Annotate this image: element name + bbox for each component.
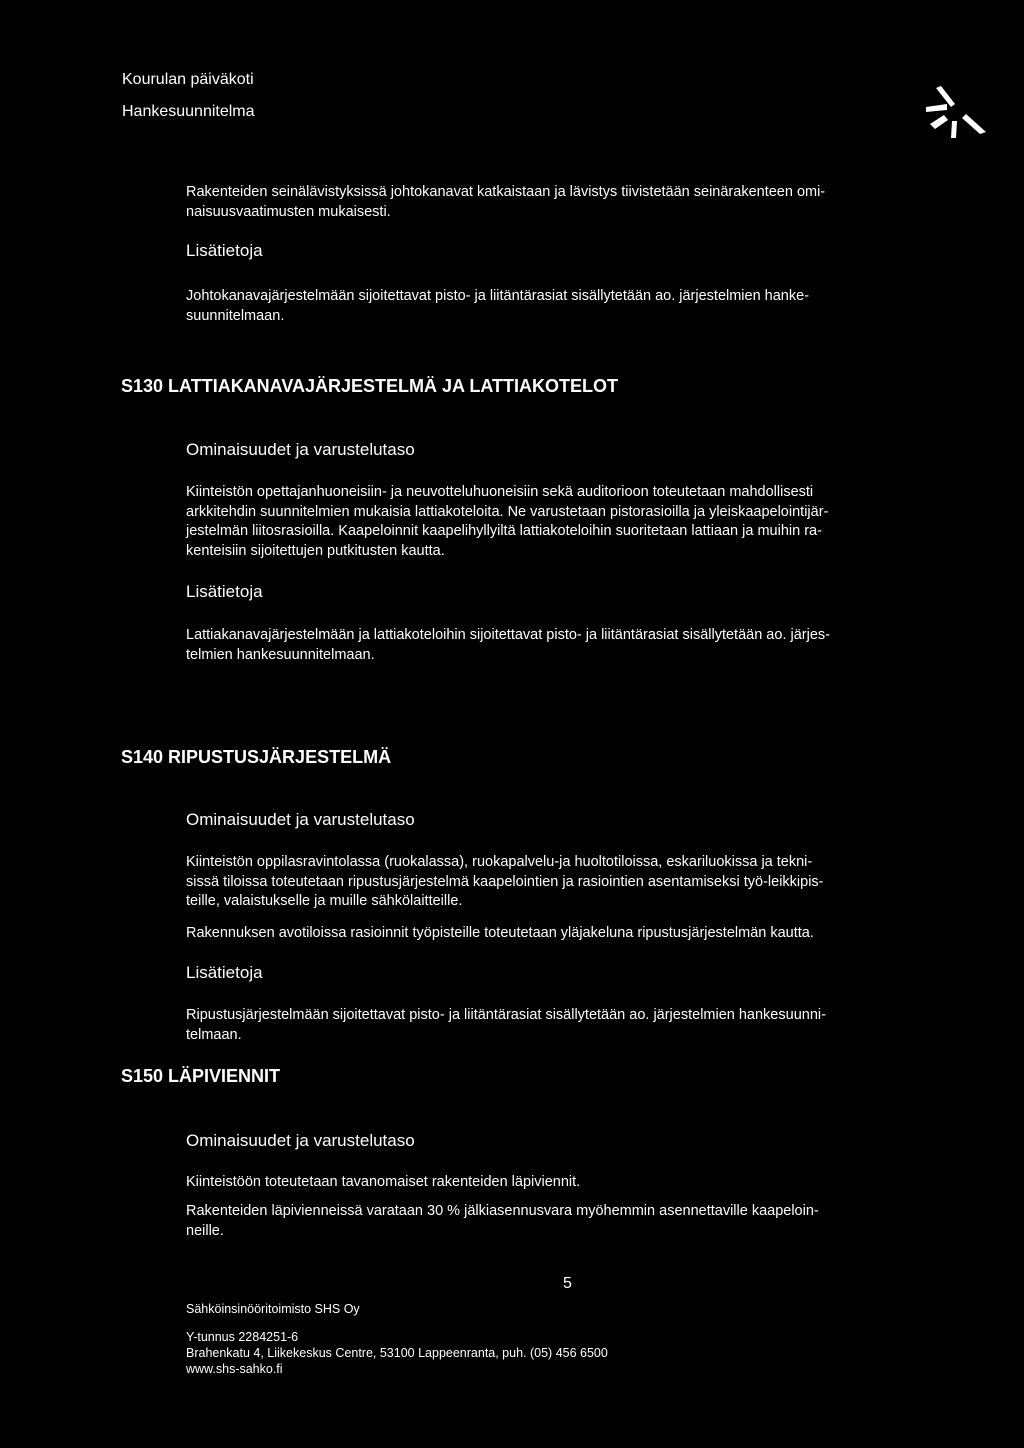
s130-line: Kiinteistön opettajanhuoneisiin- ja neuvotteluhuoneisiin sekä auditorioon toteutetaan mahdollisesti (186, 484, 814, 500)
s130-line: arkkitehdin suunnitelmien mukaisia lattiakoteloita. Ne varustetaan pistorasioilla ja yleiskaapelointijär- (186, 503, 829, 520)
header-doc-title: Hankesuunnitelma (122, 103, 255, 120)
s140-line: Kiinteistön oppilasravintolassa (ruokalassa), ruokapalvelu-ja huoltotiloissa, eskariluokissa ja tekni- (186, 854, 813, 870)
s130-line: kenteisiin sijoitettujen putkitusten kautta. (186, 542, 445, 559)
s140-more-line: Ripustusjärjestelmään sijoitettavat pisto- ja liitäntärasiat sisällytetään ao. järjestelmien hankesuunni- (186, 1007, 826, 1023)
s140-more-heading: Lisätietoja (186, 963, 263, 982)
s130-more-heading: Lisätietoja (186, 582, 263, 601)
s130-paragraph (186, 483, 946, 561)
page-number: 5 (563, 1275, 572, 1292)
company-logo-icon (922, 80, 990, 140)
section-title-s140: S140 RIPUSTUSJÄRJESTELMÄ (121, 747, 392, 767)
section-title-s150: S150 LÄPIVIENNIT (121, 1066, 281, 1086)
intro-more-line: suunnitelmaan. (186, 307, 285, 324)
intro-more-line: Johtokanavajärjestelmään sijoitettavat pisto- ja liitäntärasiat sisällytetään ao. järjestelmien hanke- (186, 288, 810, 304)
s150-line: neille. (186, 1222, 224, 1239)
s150-subheading: Ominaisuudet ja varustelutaso (186, 1131, 415, 1150)
footer-business-id: Y-tunnus 2284251-6 (186, 1330, 299, 1344)
footer-website: www.shs-sahko.fi (186, 1362, 283, 1376)
s130-more-paragraph (186, 626, 946, 665)
s150-paragraph-2 (186, 1202, 946, 1241)
intro-paragraph (186, 183, 946, 222)
footer-address: Brahenkatu 4, Liikekeskus Centre, 53100 Lappeenranta, puh. (05) 456 6500 (186, 1346, 608, 1360)
s140-paragraph (186, 853, 946, 912)
intro-more-paragraph (186, 287, 946, 326)
footer-company: Sähköinsinööritoimisto SHS Oy (186, 1302, 360, 1316)
s130-subheading: Ominaisuudet ja varustelutaso (186, 440, 415, 459)
s140-line: sissä tiloissa toteutetaan ripustusjärjestelmä kaapelointien ja rasiointien asentamiseksi työ-leikkipis- (186, 873, 824, 890)
s130-more-line: Lattiakanavajärjestelmään ja lattiakoteloihin sijoitettavat pisto- ja liitäntärasiat sisällytetään ao. järjes- (186, 627, 830, 643)
s140-subheading: Ominaisuudet ja varustelutaso (186, 810, 415, 829)
s150-line: Rakenteiden läpivienneissä varataan 30 % jälkiasennusvara myöhemmin asennettaville kaapeloin- (186, 1203, 819, 1219)
s140-paragraph-2: Rakennuksen avotiloissa rasioinnit työpisteille toteutetaan yläjakeluna ripustusjärjestelmän kautta. (186, 925, 814, 941)
s140-line: teille, valaistukselle ja muille sähkölaitteille. (186, 893, 463, 909)
s140-more-paragraph (186, 1006, 946, 1045)
intro-line: Rakenteiden seinälävistyksissä johtokanavat katkaistaan ja lävistys tiivistetään seinärakenteen omi- (186, 184, 826, 200)
intro-more-heading: Lisätietoja (186, 241, 263, 260)
s130-line: jestelmän liitosrasioilla. Kaapeloinnit kaapelihyllyiltä lattiakoteloihin suoritetaan lattiaan ja muihin ra- (186, 523, 822, 539)
intro-line: naisuusvaatimusten mukaisesti. (186, 203, 391, 220)
s130-more-line: telmien hankesuunnitelmaan. (186, 646, 375, 663)
s150-paragraph-1: Kiinteistöön toteutetaan tavanomaiset rakenteiden läpiviennit. (186, 1174, 581, 1190)
s140-more-line: telmaan. (186, 1026, 242, 1043)
section-title-s130: S130 LATTIAKANAVAJÄRJESTELMÄ JA LATTIAKOTELOT (121, 376, 619, 396)
header-org: Kourulan päiväkoti (122, 71, 254, 88)
